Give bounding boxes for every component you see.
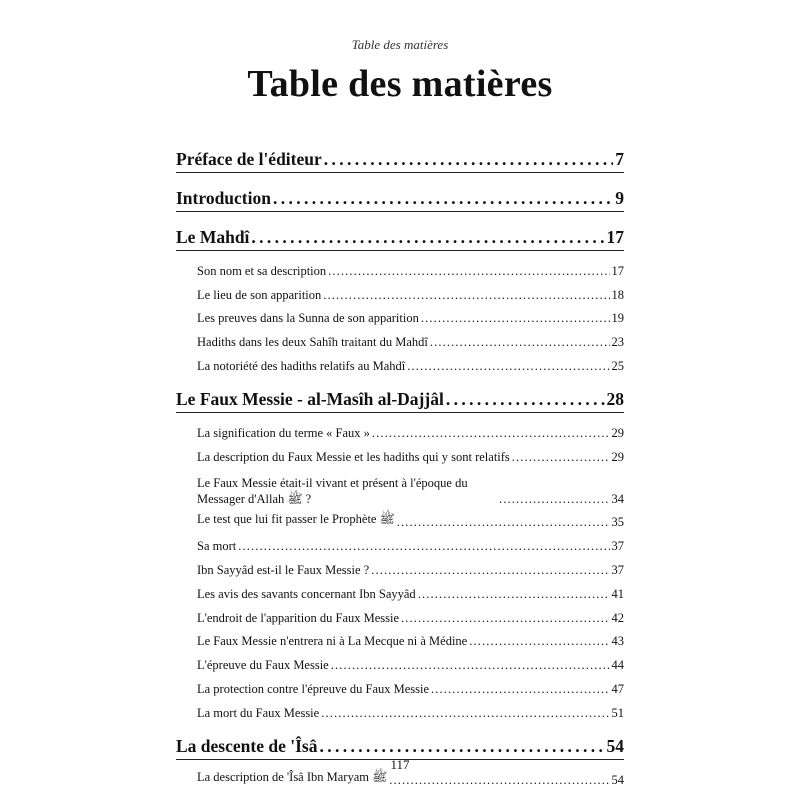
toc-chapter-entry[interactable] <box>176 181 624 212</box>
chapter-page: 17 <box>606 227 624 247</box>
section-page: 54 <box>611 772 624 787</box>
section-page: 25 <box>611 358 624 373</box>
toc-section-entry[interactable] <box>176 441 624 465</box>
dot-leader <box>421 311 610 326</box>
toc-chapter-entry[interactable] <box>176 220 624 251</box>
dot-leader <box>430 335 610 350</box>
dot-leader <box>273 188 613 209</box>
chapter-title: Préface de l'éditeur <box>176 149 322 169</box>
dot-leader <box>389 773 609 788</box>
chapter-page: 54 <box>606 735 624 756</box>
dot-leader <box>328 264 609 279</box>
section-title: Le test que lui fit passer le Prophète ﷺ <box>197 512 395 527</box>
toc-section-entry[interactable] <box>176 697 624 721</box>
section-page: 47 <box>611 681 624 696</box>
page-title: Table des matières <box>247 63 553 105</box>
section-page: 42 <box>611 610 624 625</box>
toc-section-entry[interactable] <box>176 626 624 650</box>
dot-leader <box>372 426 610 441</box>
toc-section-entry[interactable] <box>176 279 624 303</box>
section-title: Les avis des savants concernant Ibn Sayyâd <box>197 586 416 601</box>
chapter-page: 7 <box>615 149 624 169</box>
dot-leader <box>401 611 609 626</box>
dot-leader <box>238 539 609 554</box>
toc-section-entry[interactable] <box>176 465 624 507</box>
toc-chapter-entry[interactable] <box>176 382 624 413</box>
section-page: 17 <box>611 263 624 278</box>
dot-leader <box>418 587 610 602</box>
chapter-title: Le Faux Messie - al-Masîh al-Dajjâl <box>176 388 444 409</box>
dot-leader <box>324 149 613 170</box>
section-page: 43 <box>611 634 624 649</box>
chapter-gap <box>176 374 624 382</box>
toc-section-entry[interactable] <box>176 417 624 441</box>
section-title: L'épreuve du Faux Messie <box>197 658 329 673</box>
chapter-gap <box>176 173 624 181</box>
running-head: Table des matières <box>351 37 449 52</box>
section-page: 29 <box>611 449 624 464</box>
chapter-title: La descente de 'Îsâ <box>176 735 318 756</box>
chapter-gap <box>176 212 624 220</box>
chapter-title: Introduction <box>176 188 271 208</box>
section-page: 41 <box>611 586 624 601</box>
section-title: Le Faux Messie n'entrera ni à La Mecque ni à Médine <box>197 634 468 649</box>
section-page: 19 <box>611 311 624 326</box>
section-title: L'endroit de l'apparition du Faux Messie <box>197 610 400 625</box>
toc-section-entry[interactable] <box>176 578 624 602</box>
toc-section-entry[interactable] <box>176 255 624 279</box>
table-of-contents <box>176 142 624 788</box>
section-page: 23 <box>611 335 624 350</box>
section-title: Son nom et sa description <box>197 263 327 278</box>
dot-leader <box>251 227 604 248</box>
dot-leader <box>431 682 609 697</box>
section-page: 37 <box>611 539 624 554</box>
section-title: Le Faux Messie était-il vivant et présent à l'époque du Messager d'Allah ﷺ ? <box>197 475 468 506</box>
section-page: 37 <box>611 562 624 577</box>
section-title: Le lieu de son apparition <box>197 287 322 302</box>
dot-leader <box>469 634 609 649</box>
chapter-page: 9 <box>615 188 624 208</box>
section-page: 35 <box>611 515 624 530</box>
chapter-title: Le Mahdî <box>176 227 250 247</box>
section-title: La notoriété des hadiths relatifs au Mahdî <box>197 358 406 373</box>
section-title: La signification du terme « Faux » <box>197 425 370 440</box>
toc-section-entry[interactable] <box>176 673 624 697</box>
section-title: La description de 'Îsâ Ibn Maryam ﷺ <box>197 769 388 784</box>
section-title: Hadiths dans les deux Sahîh traitant du Mahdî <box>197 335 428 350</box>
toc-section-entry[interactable] <box>176 649 624 673</box>
toc-section-entry[interactable] <box>176 350 624 374</box>
toc-section-entry[interactable] <box>176 326 624 350</box>
toc-chapter-entry[interactable] <box>176 142 624 173</box>
dot-leader <box>331 658 610 673</box>
chapter-page: 28 <box>606 388 624 409</box>
section-page: 29 <box>611 425 624 440</box>
section-title: Ibn Sayyâd est-il le Faux Messie ? <box>197 562 370 577</box>
toc-section-entry[interactable] <box>176 507 624 531</box>
toc-section-entry[interactable] <box>176 554 624 578</box>
section-title: Les preuves dans la Sunna de son apparition <box>197 311 419 326</box>
section-page: 34 <box>611 491 624 506</box>
dot-leader <box>323 288 609 303</box>
section-title: Sa mort <box>197 539 237 554</box>
section-page: 44 <box>611 658 624 673</box>
section-title: La protection contre l'épreuve du Faux Messie <box>197 681 430 696</box>
page-number: 117 <box>390 757 410 772</box>
dot-leader <box>371 563 609 578</box>
chapter-gap <box>176 721 624 729</box>
dot-leader <box>499 492 610 507</box>
dot-leader <box>446 389 605 410</box>
dot-leader <box>512 450 610 465</box>
dot-leader <box>319 736 604 757</box>
section-page: 18 <box>611 287 624 302</box>
dot-leader <box>397 515 610 530</box>
dot-leader <box>321 706 609 721</box>
toc-section-entry[interactable] <box>176 530 624 554</box>
toc-section-entry[interactable] <box>176 303 624 327</box>
section-title: La mort du Faux Messie <box>197 705 320 720</box>
section-page: 51 <box>611 705 624 720</box>
section-title: La description du Faux Messie et les hadiths qui y sont relatifs <box>197 449 510 464</box>
dot-leader <box>407 359 609 374</box>
toc-chapter-entry[interactable] <box>176 729 624 760</box>
toc-section-entry[interactable] <box>176 602 624 626</box>
